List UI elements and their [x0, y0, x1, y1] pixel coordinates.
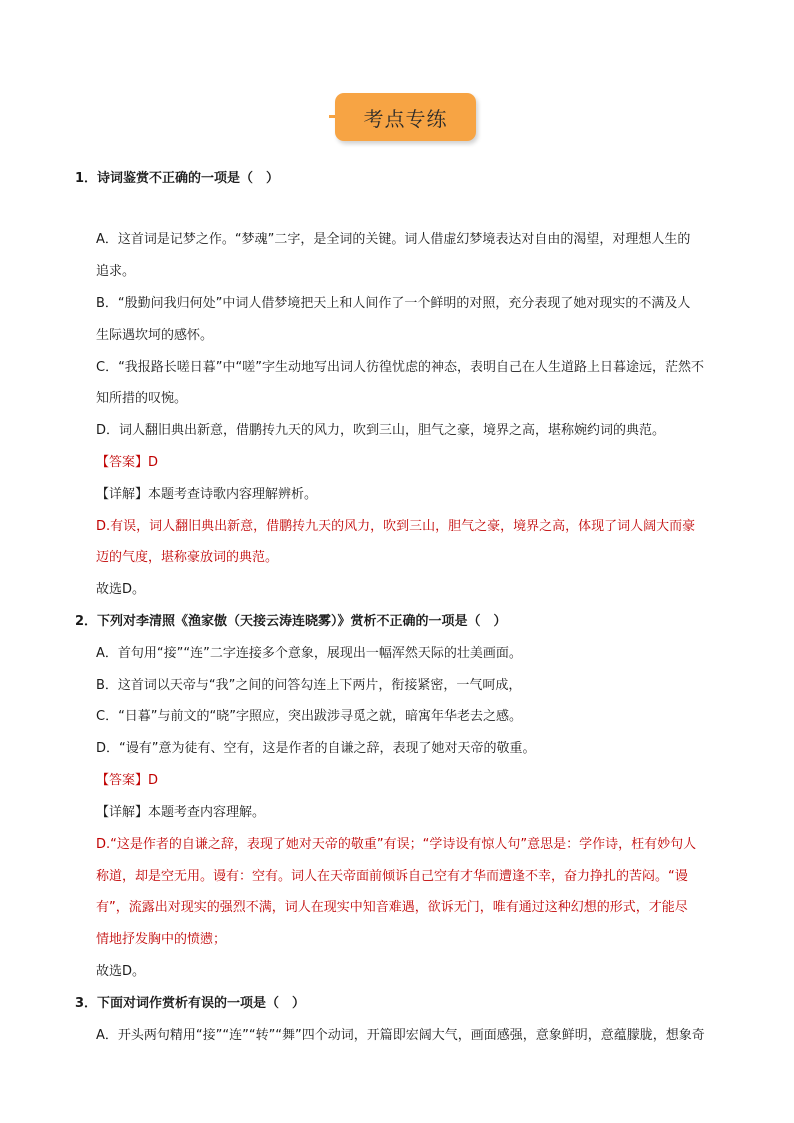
q1-option-b-line1: B．“殷勤问我归何处”中词人借梦境把天上和人间作了一个鲜明的对照，充分表现了她对现实的不满及人: [96, 296, 691, 311]
question-3-stem: 3．下面对词作赏析有误的一项是（ ）: [75, 996, 306, 1011]
q2-choice: 故选D。: [96, 964, 146, 979]
q2-detail: 【详解】本题考查内容理解。: [96, 805, 266, 820]
q2-option-b: B．这首词以天帝与“我”之间的问答勾连上下两片，衔接紧密，一气呵成，: [96, 678, 522, 693]
q1-explanation-line2: 迈的气度，堪称豪放词的典范。: [96, 550, 279, 565]
q1-option-c-line1: C．“我报路长嗟日暮”中“嗟”字生动地写出词人彷徨忧虑的神态，表明自己在人生道路上日暮途远，茫然不: [96, 360, 705, 375]
q1-option-d-line1: D．词人翻旧典出新意，借鹏抟九天的风力，吹到三山，胆气之豪，境界之高，堪称婉约词的典范。: [96, 423, 666, 438]
q1-detail: 【详解】本题考查诗歌内容理解辨析。: [96, 487, 318, 502]
section-banner: [335, 93, 476, 141]
q2-explanation-line1: D.“这是作者的自谦之辞，表现了她对天帝的敬重”有误；“学诗设有惊人句”意思是：学作诗，枉有妙句人: [96, 837, 697, 852]
q2-explanation-line3: 有”，流露出对现实的强烈不满，词人在现实中知音难遇，欲诉无门，唯有通过这种幻想的形式，才能尽: [96, 900, 688, 915]
q2-option-c: C．“日暮”与前文的“晓”字照应，突出跋涉寻觅之就，暗寓年华老去之感。: [96, 709, 523, 724]
q1-explanation-line1: D.有误，词人翻旧典出新意，借鹏抟九天的风力，吹到三山，胆气之豪，境界之高，体现了词人阔大而豪: [96, 519, 696, 534]
q2-option-a: A．首句用“接”“连”二字连接多个意象，展现出一幅浑然天际的壮美画面。: [96, 646, 522, 661]
q1-option-c-line2: 知所措的叹惋。: [96, 391, 188, 406]
q1-option-b-line2: 生际遇坎坷的感怀。: [96, 328, 214, 343]
question-1-stem: 1．诗词鉴赏不正确的一项是（ ）: [75, 171, 280, 186]
q2-option-d: D．“谩有”意为徒有、空有，这是作者的自谦之辞，表现了她对天帝的敬重。: [96, 741, 536, 756]
q1-answer: 【答案】D: [96, 455, 159, 470]
q2-answer: 【答案】D: [96, 773, 159, 788]
question-2-stem: 2．下列对李清照《渔家傲（天接云涛连晓雾）》赏析不正确的一项是（ ）: [75, 614, 507, 629]
q1-choice: 故选D。: [96, 582, 146, 597]
q2-explanation-line4: 情地抒发胸中的愤懑；: [96, 932, 227, 947]
q2-explanation-line2: 称道，却是空无用。谩有：空有。词人在天帝面前倾诉自己空有才华而遭逢不幸，奋力挣扎的苦闷。“谩: [96, 869, 688, 884]
q1-option-a-line1: A．这首词是记梦之作。“梦魂”二字，是全词的关键。词人借虚幻梦境表达对自由的渴望，对理想人生的: [96, 232, 691, 247]
banner-title: 考点专练: [363, 106, 448, 131]
q1-option-a-line2: 追求。: [96, 264, 136, 279]
q3-option-a-line1: A．开头两句精用“接”“连”“转”“舞”四个动词，开篇即宏阔大气，画面感强，意象鲜明，意蕴朦胧，想象奇: [96, 1028, 705, 1043]
